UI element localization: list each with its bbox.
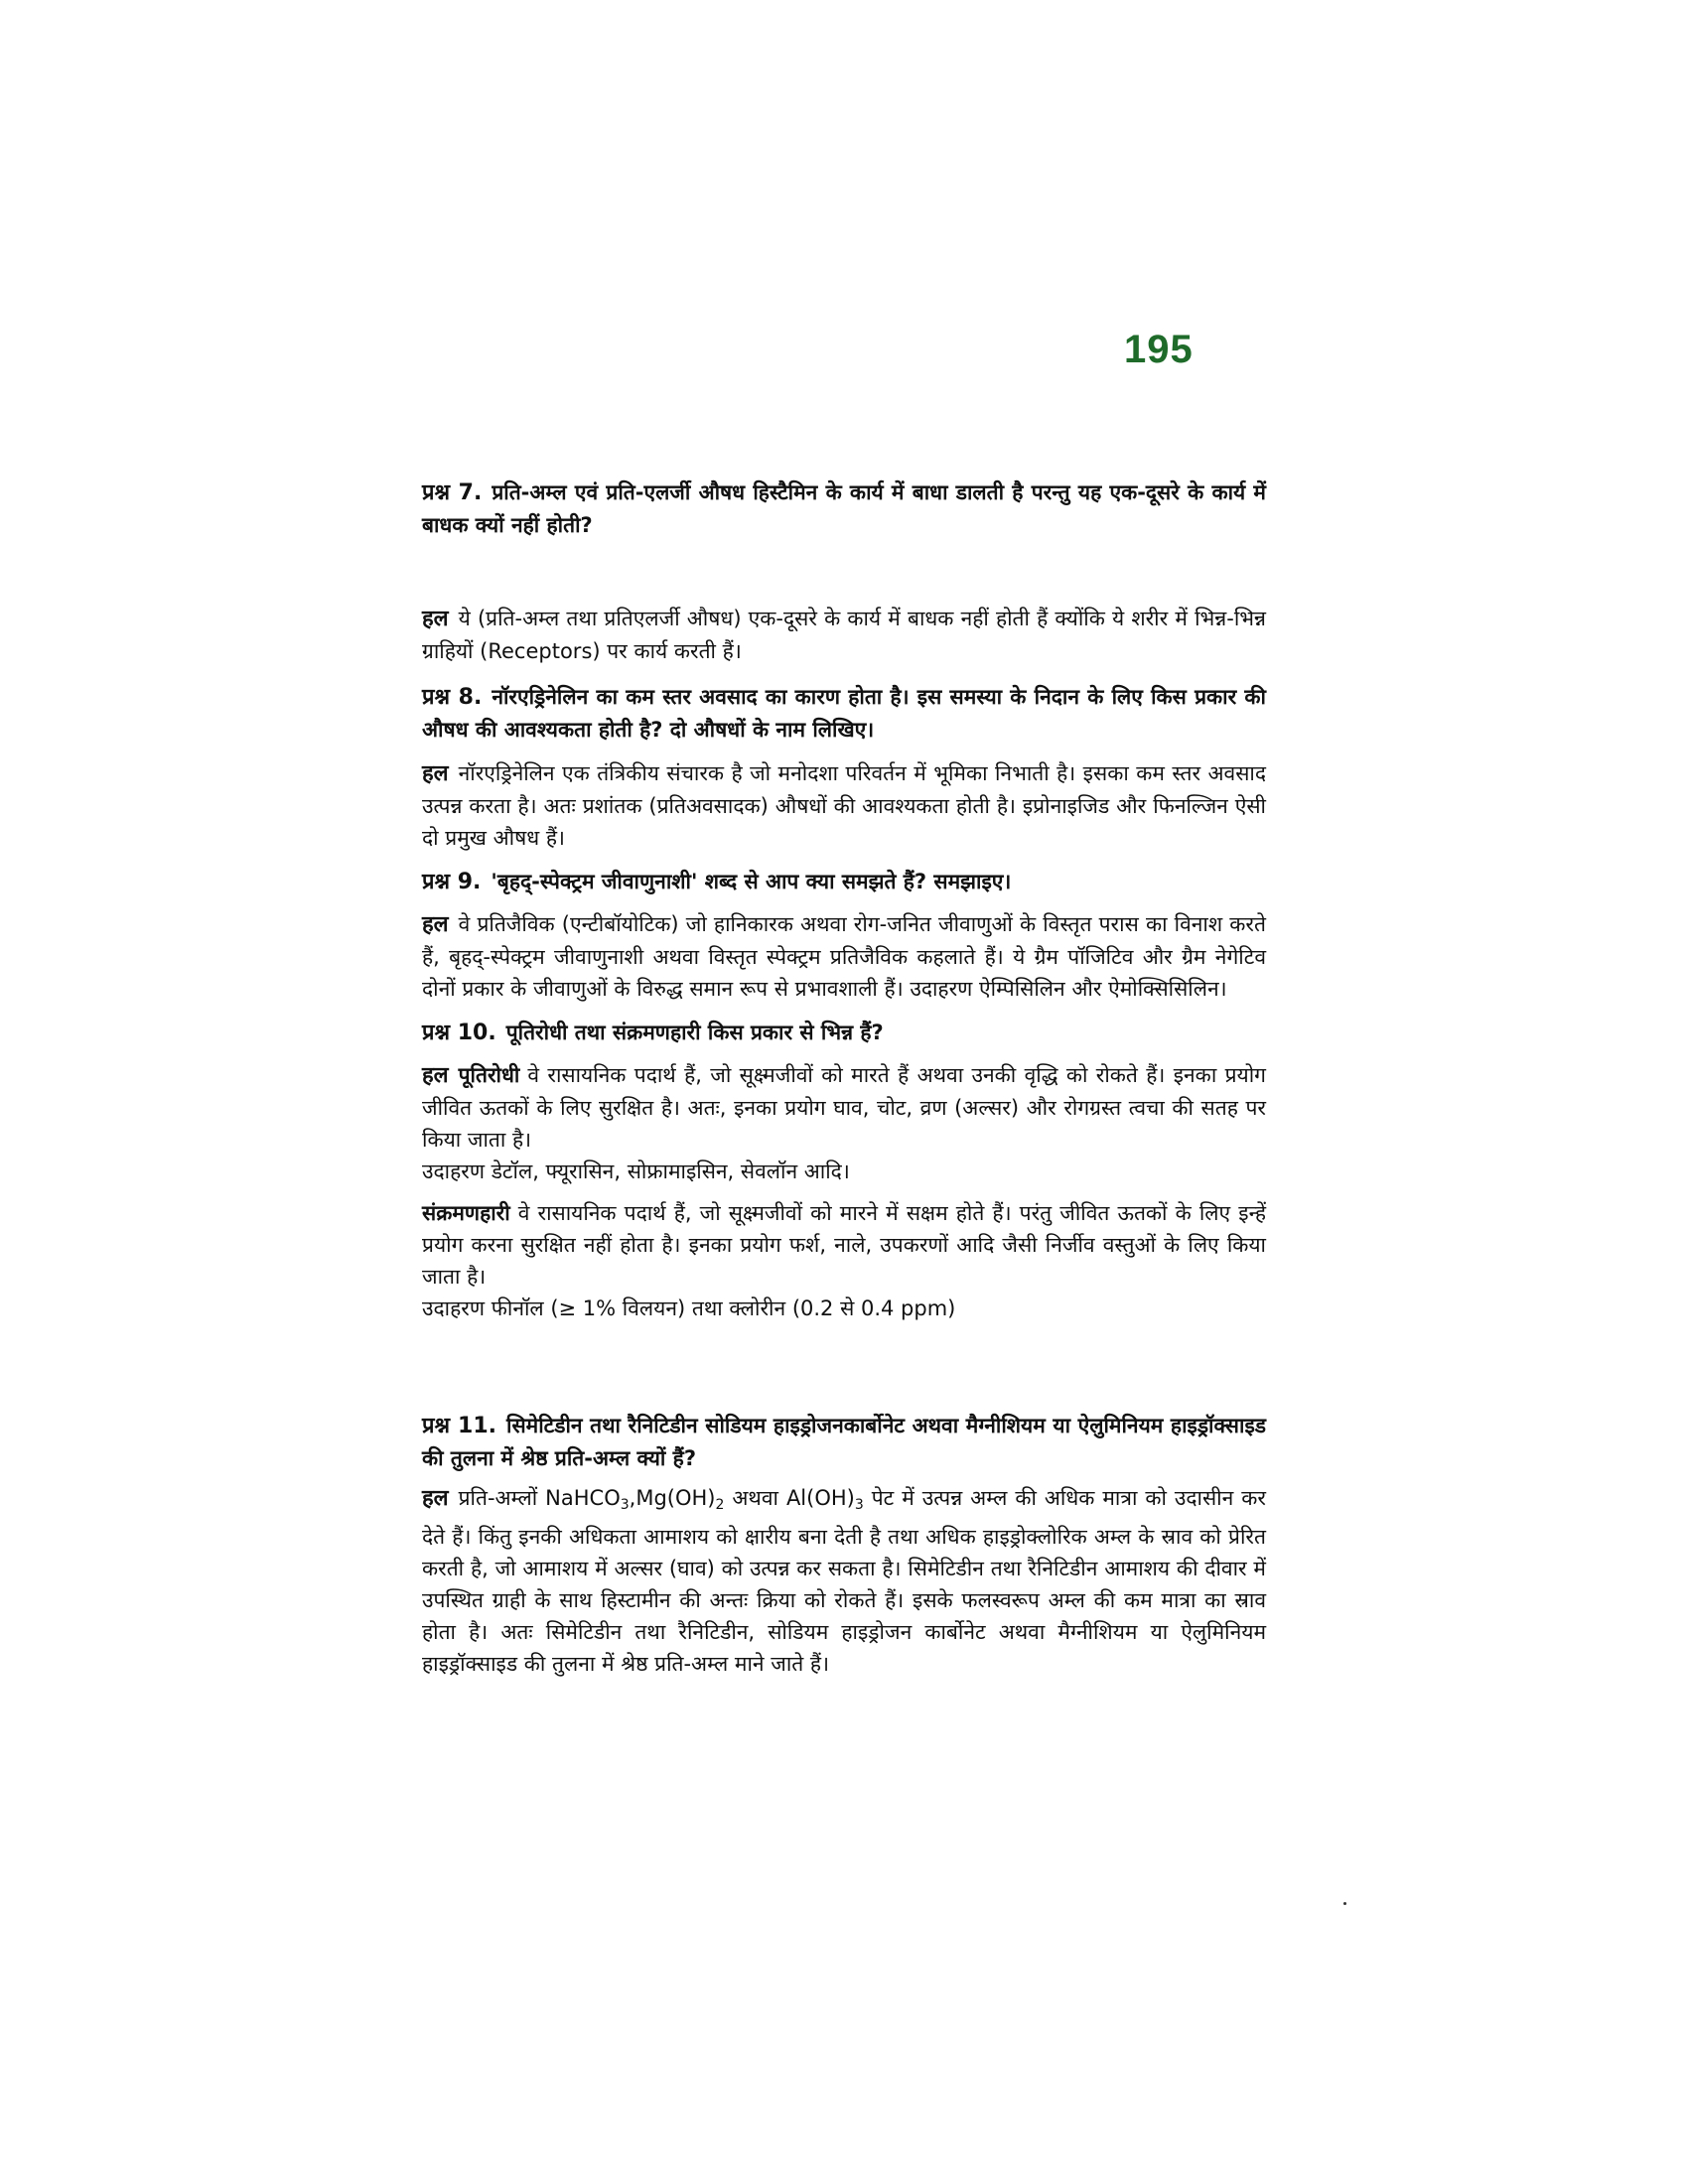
answer-10-antiseptic xyxy=(422,1059,1266,1156)
question-label: प्रश्न 9. xyxy=(422,870,482,894)
answer-label: हल xyxy=(422,761,449,786)
answer-label: हल xyxy=(422,912,449,937)
question-7 xyxy=(422,477,1266,541)
antiseptic-text: वे रासायनिक पदार्थ हैं, जो सूक्ष्मजीवों को मारते हैं अथवा उनकी वृद्धि को रोकते हैं। इनका प्रयोग जीवित ऊतकों के लिए सुरक्षित है। अतः, इनका प्रयोग घाव, चोट, व्रण (अल्सर) और रोगग्रस्त त्वचा की सतह पर किया जाता है। xyxy=(422,1063,1266,1152)
answer-label: हल xyxy=(422,607,449,631)
page-content xyxy=(422,477,1266,1680)
question-text: नॉरएड्रिनेलिन का कम स्तर अवसाद का कारण होता है। इस समस्या के निदान के लिए किस प्रकार की औषध की आवश्यकता होती है? दो औषधों के नाम लिखिए। xyxy=(422,685,1266,742)
answer-text: ये (प्रति-अम्ल तथा प्रतिएलर्जी औषध) एक-दूसरे के कार्य में बाधक नहीं होती हैं क्योंकि ये शरीर में भिन्न-भिन्न ग्राहियों (Receptors) पर कार्य करती हैं। xyxy=(422,607,1266,663)
antiseptic-example: उदाहरण डेटॉल, फ्यूरासिन, सोफ्रामाइसिन, सेवलॉन आदि। xyxy=(422,1160,850,1183)
question-10 xyxy=(422,1017,1266,1049)
question-label: प्रश्न 11. xyxy=(422,1414,497,1438)
formula-or: अथवा xyxy=(732,1486,778,1510)
question-text: पूतिरोधी तथा संक्रमणहारी किस प्रकार से भिन्न हैं? xyxy=(505,1021,884,1044)
stray-mark xyxy=(1343,1902,1346,1905)
question-11 xyxy=(422,1410,1266,1474)
disinfectant-text: वे रासायनिक पदार्थ हैं, जो सूक्ष्मजीवों को मारने में सक्षम होते हैं। परंतु जीवित ऊतकों के लिए इन्हें प्रयोग करना सुरक्षित नहीं होता है। इनका प्रयोग फर्श, नाले, उपकरणों आदि जैसी निर्जीव वस्तुओं के लिए किया जाता है। xyxy=(422,1201,1266,1289)
answer-text: नॉरएड्रिनेलिन एक तंत्रिकीय संचारक है जो मनोदशा परिवर्तन में भूमिका निभाती है। इसका कम स्तर अवसाद उत्पन्न करता है। अतः प्रशांतक (प्रतिअवसादक) औषधों की आवश्यकता होती है। इप्रोनाइजिड और फिनल्जिन ऐसी दो प्रमुख औषध हैं। xyxy=(422,761,1266,850)
question-text: 'बृहद्-स्पेक्ट्रम जीवाणुनाशी' शब्द से आप क्या समझते हैं? समझाइए। xyxy=(491,870,1012,893)
question-8 xyxy=(422,681,1266,746)
disinfectant-term: संक्रमणहारी xyxy=(422,1201,510,1225)
answer-text: पेट में उत्पन्न अम्ल की अधिक मात्रा को उदासीन कर देते हैं। किंतु इनकी अधिकता आमाशय को क्षारीय बना देती है तथा अधिक हाइड्रोक्लोरिक अम्ल के स्राव को प्रेरित करती है, जो आमाशय में अल्सर (घाव) को उत्पन्न कर सकता है। सिमेटिडीन तथा रैनिटिडीन आमाशय की दीवार में उपस्थित ग्राही के साथ हिस्टामीन की अन्तः क्रिया को रोकते हैं। इसके फलस्वरूप अम्ल की कम मात्रा का स्राव होता है। अतः सिमेटिडीन तथा रैनिटिडीन, सोडियम हाइड्रोजन कार्बोनेट अथवा मैग्नीशियम या ऐलुमिनियम हाइड्रॉक्साइड की तुलना में श्रेष्ठ प्रति-अम्ल माने जाते हैं। xyxy=(422,1486,1266,1676)
question-text: सिमेटिडीन तथा रैनिटिडीन सोडियम हाइड्रोजनकार्बोनेट अथवा मैग्नीशियम या ऐलुमिनियम हाइड्रॉक्साइड की तुलना में श्रेष्ठ प्रति-अम्ल क्यों हैं? xyxy=(422,1414,1266,1470)
answer-label: हल xyxy=(422,1486,449,1511)
answer-7 xyxy=(422,603,1266,667)
answer-11 xyxy=(422,1482,1266,1680)
question-label: प्रश्न 7. xyxy=(422,480,483,505)
answer-text: वे प्रतिजैविक (एन्टीबॉयोटिक) जो हानिकारक अथवा रोग-जनित जीवाणुओं के विस्तृत परास का विनाश करते हैं, बृहद्-स्पेक्ट्रम जीवाणुनाशी अथवा विस्तृत स्पेक्ट्रम प्रतिजैविक कहलाते हैं। ये ग्रैम पॉजिटिव और ग्रैम नेगेटिव दोनों प्रकार के जीवाणुओं के विरुद्ध समान रूप से प्रभावशाली हैं। उदाहरण ऐम्पिसिलिन और ऐमोक्सिसिलिन। xyxy=(422,912,1266,1001)
question-label: प्रश्न 8. xyxy=(422,685,483,710)
disinfectant-example: उदाहरण फीनॉल (≥ 1% विलयन) तथा क्लोरीन (0.2 से 0.4 ppm) xyxy=(422,1297,956,1320)
question-9 xyxy=(422,866,1266,898)
answer-intro: प्रति-अम्लों xyxy=(458,1486,538,1510)
answer-8 xyxy=(422,757,1266,854)
answer-9 xyxy=(422,908,1266,1005)
page-number: 195 xyxy=(1124,328,1194,371)
answer-10-disinfectant xyxy=(422,1197,1266,1293)
formula-nahco3: $NaHCO_3,Mg(OH)_2$ xyxy=(545,1486,725,1513)
answer-label: हल xyxy=(422,1063,449,1088)
question-label: प्रश्न 10. xyxy=(422,1021,496,1045)
antiseptic-term: पूतिरोधी xyxy=(458,1063,520,1087)
formula-aloh3: $Al(OH)_3$ xyxy=(785,1486,864,1513)
question-text: प्रति-अम्ल एवं प्रति-एलर्जी औषध हिस्टैमिन के कार्य में बाधा डालती है परन्तु यह एक-दूसरे के कार्य में बाधक क्यों नहीं होती? xyxy=(422,480,1266,537)
